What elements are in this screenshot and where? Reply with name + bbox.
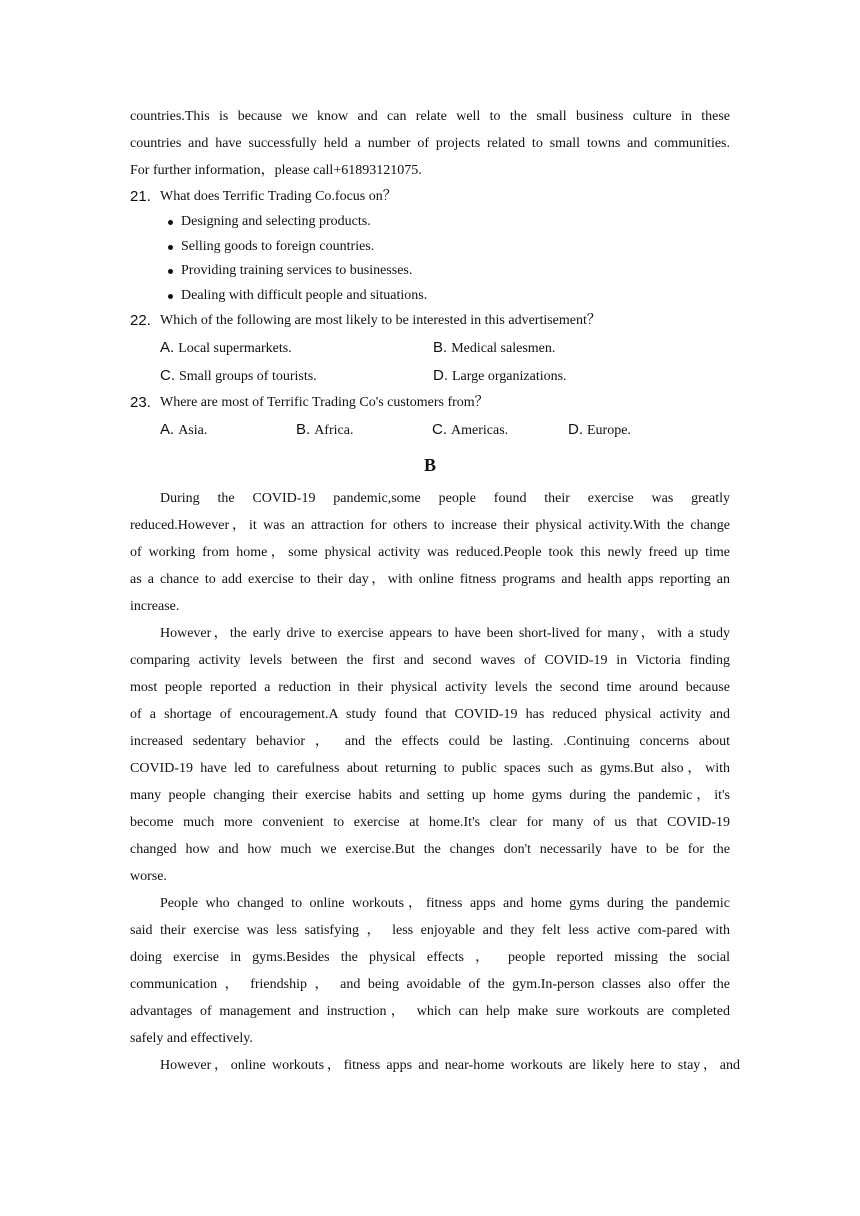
- document-body: [130, 103, 740, 1079]
- option-text: Designing and selecting products.: [181, 214, 371, 229]
- list-item: [168, 235, 730, 260]
- option-d: [568, 416, 704, 444]
- option-a: [160, 416, 296, 444]
- section-title: B: [423, 455, 436, 475]
- text-line: increase.: [130, 599, 180, 614]
- option-text: Large organizations.: [452, 369, 567, 384]
- text-line: For further information，please call+61893121075.: [130, 163, 422, 178]
- text-line: countries.This is because we know and can relate well to the small business culture in these: [130, 109, 730, 124]
- option-list: [130, 210, 730, 308]
- text-line: comparing activity levels between the first and second waves of COVID-19 in Victoria finding: [130, 653, 730, 668]
- option-letter: A.: [160, 421, 175, 438]
- option-text: Providing training services to businesses.: [181, 263, 413, 278]
- option-b: [296, 416, 432, 444]
- paragraph-4: [130, 1052, 740, 1079]
- text-line: changed how and how much we exercise.But the changes don't necessarily have to be for the: [130, 842, 730, 857]
- option-text: Dealing with difficult people and situations.: [181, 287, 428, 303]
- option-letter: C.: [160, 367, 175, 384]
- option-text: Europe.: [587, 423, 631, 438]
- option-row: [130, 362, 730, 390]
- text-line: However，online workouts，fitness apps and near-home workouts are likely here to stay，and: [160, 1058, 740, 1073]
- question-22: [130, 308, 730, 390]
- option-letter: B.: [296, 421, 311, 438]
- option-text: Small groups of tourists.: [179, 369, 317, 384]
- option-letter: A.: [160, 339, 175, 356]
- text-line: of a shortage of encouragement.A study found that COVID-19 has reduced physical activity and: [130, 707, 730, 722]
- option-row: [130, 334, 730, 362]
- text-line: many people changing their exercise habits and setting up home gyms during the pandemic，it's: [130, 788, 730, 803]
- list-item: [168, 210, 730, 235]
- option-d: [433, 362, 706, 390]
- option-letter: D.: [433, 367, 448, 384]
- question-number: 23.: [130, 394, 151, 411]
- text-line: People who changed to online workouts，fitness apps and home gyms during the pandemic: [160, 896, 730, 911]
- option-c: [432, 416, 568, 444]
- question-stem: [130, 390, 730, 416]
- text-line: become much more convenient to exercise at home.It's clear for many of us that COVID-19: [130, 815, 730, 830]
- bullet-icon: [168, 269, 173, 274]
- option-text: Asia.: [178, 423, 208, 438]
- question-text: What does Terrific Trading Co.focus on？: [160, 189, 397, 204]
- question-stem: [130, 308, 730, 334]
- question-text: Which of the following are most likely to be interested in this advertisement？: [160, 313, 601, 328]
- bullet-icon: [168, 220, 173, 225]
- question-23: [130, 390, 730, 444]
- text-line: worse.: [130, 869, 167, 884]
- paragraph-3: [130, 890, 730, 1052]
- option-a: [160, 334, 433, 362]
- text-line: countries and have successfully held a number of projects related to small towns and communities.: [130, 136, 730, 151]
- paragraph-2: [130, 620, 730, 890]
- text-line: During the COVID-19 pandemic,some people found their exercise was greatly: [160, 491, 730, 506]
- text-line: reduced.However，it was an attraction for others to increase their physical activity.With the change: [130, 518, 730, 533]
- option-b: [433, 334, 706, 362]
- question-number: 21.: [130, 188, 151, 205]
- option-letter: D.: [568, 421, 583, 438]
- list-item: [168, 259, 730, 284]
- list-item: [168, 284, 730, 309]
- option-text: Americas.: [451, 423, 509, 438]
- text-line: as a chance to add exercise to their day，with online fitness programs and health apps reporting an: [130, 572, 730, 587]
- text-line: most people reported a reduction in their physical activity levels the second time around because: [130, 680, 730, 695]
- text-line: said their exercise was less satisfying ， less enjoyable and they felt less active com-pared with: [130, 923, 730, 938]
- intro-paragraph: [130, 103, 730, 184]
- text-line: COVID-19 have led to carefulness about returning to public spaces such as gyms.But also，with: [130, 761, 730, 776]
- bullet-icon: [168, 245, 173, 250]
- option-text: Local supermarkets.: [178, 341, 292, 356]
- paragraph-1: [130, 485, 730, 620]
- option-row: [130, 416, 730, 444]
- bullet-icon: [168, 294, 173, 299]
- question-text: Where are most of Terrific Trading Co's customers from？: [160, 395, 489, 410]
- text-line: of working from home，some physical activity was reduced.People took this newly freed up time: [130, 545, 730, 560]
- text-line: advantages of management and instruction， which can help make sure workouts are completed: [130, 1004, 730, 1019]
- option-text: Selling goods to foreign countries.: [181, 238, 375, 254]
- question-stem: [130, 184, 730, 210]
- text-line: However，the early drive to exercise appears to have been short-lived for many，with a study: [160, 626, 730, 641]
- option-letter: B.: [433, 339, 448, 356]
- option-text: Medical salesmen.: [451, 341, 556, 356]
- option-c: [160, 362, 433, 390]
- question-21: [130, 184, 730, 308]
- option-letter: C.: [432, 421, 447, 438]
- text-line: communication ， friendship ， and being avoidable of the gym.In-person classes also offer the: [130, 977, 730, 992]
- question-number: 22.: [130, 312, 151, 329]
- text-line: doing exercise in gyms.Besides the physical effects ， people reported missing the social: [130, 950, 730, 965]
- option-text: Africa.: [314, 423, 354, 438]
- text-line: increased sedentary behavior ， and the effects could be lasting. .Continuing concerns about: [130, 734, 730, 749]
- text-line: safely and effectively.: [130, 1031, 253, 1046]
